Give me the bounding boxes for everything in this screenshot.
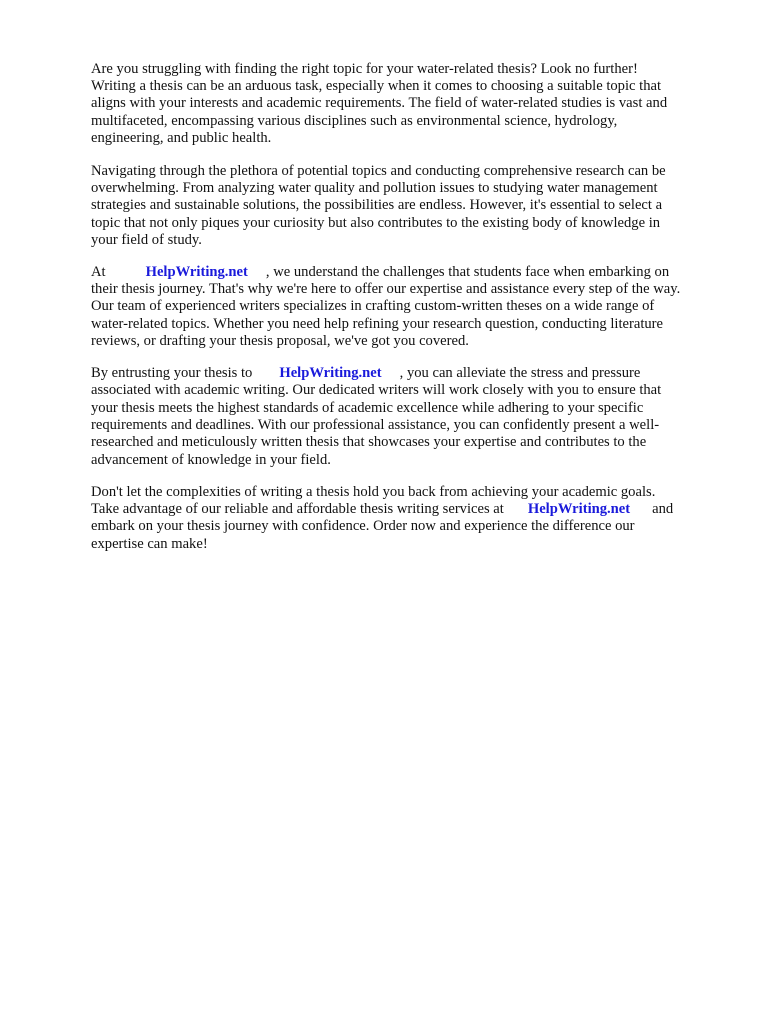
paragraph-2-line-1: Navigating through the plethora of potential topics and conducting comprehensive research can be	[91, 163, 666, 179]
paragraph-3-line-4: water-related topics. Whether you need help refining your research question, conducting literature	[91, 316, 664, 332]
paragraph-4-line-4: requirements and deadlines. With our professional assistance, you can confidently present a well-	[91, 417, 660, 433]
paragraph-4-line-2: associated with academic writing. Our dedicated writers will work closely with you to ensure that	[91, 382, 662, 398]
helpwriting-link-3[interactable]: HelpWriting.net	[527, 501, 631, 517]
paragraph-3-line-5: reviews, or drafting your thesis proposal, we've got you covered.	[91, 333, 469, 349]
paragraph-2-line-3: strategies and sustainable solutions, the possibilities are endless. However, it's essential to select a	[91, 197, 663, 213]
paragraph-5-lead-text: Take advantage of our reliable and affordable thesis writing services at	[91, 501, 504, 517]
paragraph-3-lead-text: At	[91, 264, 106, 280]
paragraph-4-tail-text: , you can alleviate the stress and pressure	[399, 365, 641, 381]
paragraph-3-line-2: their thesis journey. That's why we're here to offer our expertise and assistance every step of the way.	[91, 281, 681, 297]
paragraph-4-line-5: researched and meticulously written thesis that showcases your expertise and contributes to the	[91, 434, 647, 450]
paragraph-1-line-5: engineering, and public health.	[91, 130, 272, 146]
helpwriting-link-1[interactable]: HelpWriting.net	[145, 264, 248, 280]
paragraph-2-line-5: your field of study.	[91, 232, 202, 248]
paragraph-3-line-1	[91, 264, 669, 281]
paragraph-4-line-1	[91, 365, 640, 382]
paragraph-4-lead-text: By entrusting your thesis to	[91, 365, 253, 381]
helpwriting-link-2[interactable]: HelpWriting.net	[279, 365, 382, 381]
paragraph-4-line-6: advancement of knowledge in your field.	[91, 452, 331, 468]
paragraph-3-tail-text: , we understand the challenges that students face when embarking on	[265, 264, 670, 280]
paragraph-5-line-1: Don't let the complexities of writing a thesis hold you back from achieving your academic goals.	[91, 484, 656, 500]
paragraph-4-line-3: your thesis meets the highest standards of academic excellence while adhering to your specific	[91, 400, 644, 416]
paragraph-1-line-2: Writing a thesis can be an arduous task, especially when it comes to choosing a suitable topic that	[91, 78, 662, 94]
paragraph-2-line-2: overwhelming. From analyzing water quality and pollution issues to studying water management	[91, 180, 658, 196]
paragraph-5-line-2	[91, 501, 673, 518]
paragraph-1-line-4: multifaceted, encompassing various disciplines such as environmental science, hydrology,	[91, 113, 618, 129]
paragraph-5-line-3: embark on your thesis journey with confidence. Order now and experience the difference our	[91, 518, 635, 534]
paragraph-1-line-3: aligns with your interests and academic requirements. The field of water-related studies is vast and	[91, 95, 668, 111]
paragraph-3-line-3: Our team of experienced writers specializes in crafting custom-written theses on a wide range of	[91, 298, 655, 314]
paragraph-1-line-1: Are you struggling with finding the right topic for your water-related thesis? Look no further!	[91, 61, 638, 77]
paragraph-5-line-4: expertise can make!	[91, 536, 208, 552]
paragraph-5-tail-text: and	[652, 501, 674, 517]
paragraph-2-line-4: topic that not only piques your curiosity but also contributes to the existing body of knowledge in	[91, 215, 661, 231]
